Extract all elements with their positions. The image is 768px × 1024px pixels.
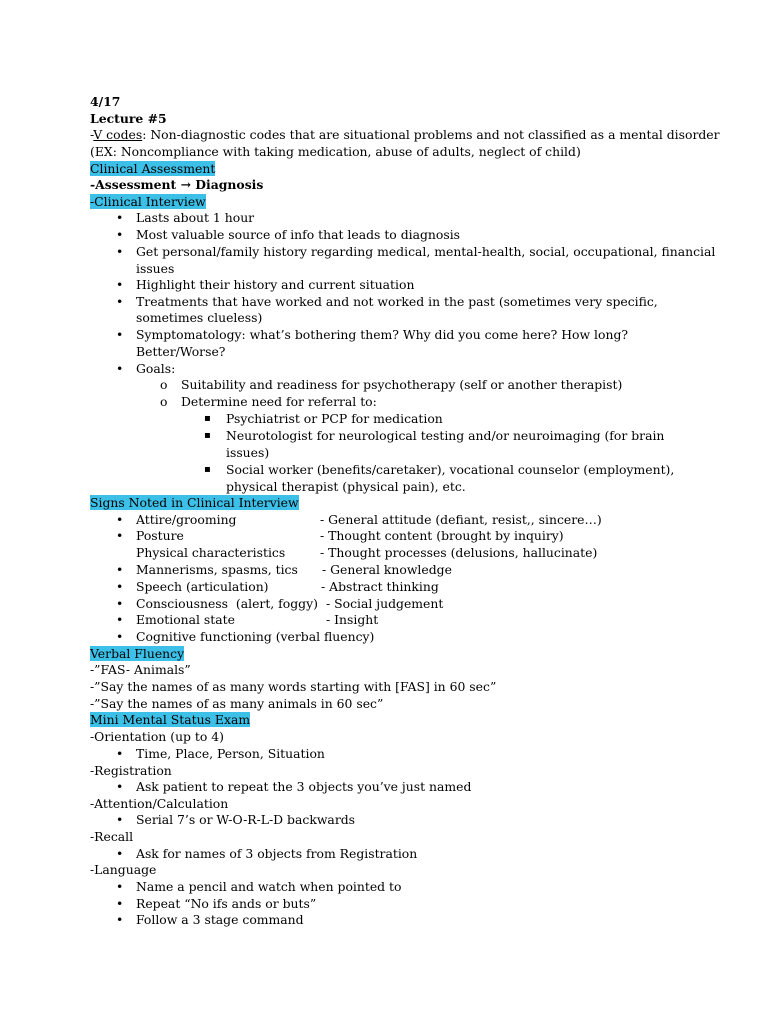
mmse-item: Serial 7’s or W-O-R-L-D backwards: [136, 812, 356, 827]
list-item: Lasts about 1 hour: [136, 210, 255, 225]
sub-bullet-icon: o: [160, 394, 168, 409]
mmse-language: -Language: [90, 862, 157, 877]
sign-item-right: - Insight: [326, 612, 379, 627]
list-item: Get personal/family history regarding medical, mental-health, social, occupational, financial: [136, 244, 716, 259]
mmse-registration: -Registration: [90, 763, 172, 778]
mmse-item: Ask for names of 3 objects from Registration: [136, 846, 418, 861]
verbal-fluency-line: -”Say the names of as many animals in 60 sec”: [90, 696, 384, 711]
mmse-attention: -Attention/Calculation: [90, 796, 229, 811]
sign-item-right: - Thought content (brought by inquiry): [320, 528, 564, 543]
sign-item: Physical characteristics: [136, 545, 286, 560]
referral-item: Neurotologist for neurological testing and/or neuroimaging (for brain: [226, 428, 665, 443]
list-item: Symptomatology: what’s bothering them? Why did you come here? How long?: [136, 327, 629, 342]
sign-item: Mannerisms, spasms, tics: [136, 562, 298, 577]
mmse-heading: Mini Mental Status Exam: [90, 712, 251, 727]
bullet-icon: •: [116, 612, 124, 627]
goal-item: Suitability and readiness for psychotherapy (self or another therapist): [181, 377, 623, 392]
vcodes-example: (EX: Noncompliance with taking medication, abuse of adults, neglect of child): [90, 144, 581, 159]
goal-item: Determine need for referral to:: [181, 394, 377, 409]
verbal-fluency-heading: Verbal Fluency: [90, 646, 185, 661]
bullet-icon: •: [116, 361, 124, 376]
sign-item-right: - General attitude (defiant, resist,, sincere…): [320, 512, 602, 527]
sign-item-right: - General knowledge: [322, 562, 452, 577]
referral-item-continued: physical therapist (physical pain), etc.: [226, 479, 466, 494]
sign-item-right: - Social judgement: [326, 596, 444, 611]
bullet-icon: •: [116, 596, 124, 611]
mmse-orientation: -Orientation (up to 4): [90, 729, 225, 744]
signs-heading: Signs Noted in Clinical Interview: [90, 495, 299, 510]
assessment-diagnosis: -Assessment → Diagnosis: [90, 177, 264, 192]
sign-item-right: - Thought processes (delusions, hallucinate): [320, 545, 598, 560]
sign-item: Posture: [136, 528, 184, 543]
bullet-icon: •: [116, 294, 124, 309]
bullet-icon: •: [116, 562, 124, 577]
bullet-icon: •: [116, 227, 124, 242]
list-item-continued: issues: [136, 261, 175, 276]
square-bullet-icon: ▪: [204, 430, 211, 441]
sign-item: Emotional state: [136, 612, 235, 627]
bullet-icon: •: [116, 879, 124, 894]
sub-bullet-icon: o: [160, 377, 168, 392]
bullet-icon: •: [116, 327, 124, 342]
verbal-fluency-line: -”Say the names of as many words starting with [FAS] in 60 sec”: [90, 679, 497, 694]
referral-item: Social worker (benefits/caretaker), vocational counselor (employment),: [226, 462, 675, 477]
vcodes-line: -V codes: Non-diagnostic codes that are situational problems and not classified as a mental disorder: [90, 127, 720, 142]
mmse-item: Ask patient to repeat the 3 objects you’ve just named: [136, 779, 472, 794]
clinical-interview-heading: -Clinical Interview: [90, 194, 206, 209]
clinical-assessment-heading: Clinical Assessment: [90, 161, 216, 176]
bullet-icon: •: [116, 746, 124, 761]
bullet-icon: •: [116, 779, 124, 794]
verbal-fluency-line: -”FAS- Animals”: [90, 662, 191, 677]
bullet-icon: •: [116, 896, 124, 911]
list-item-continued: sometimes clueless): [136, 310, 263, 325]
list-item-continued: Better/Worse?: [136, 344, 226, 359]
referral-item-continued: issues): [226, 445, 270, 460]
mmse-recall: -Recall: [90, 829, 134, 844]
bullet-icon: •: [116, 912, 124, 927]
referral-item: Psychiatrist or PCP for medication: [226, 411, 443, 426]
sign-item: Attire/grooming: [136, 512, 237, 527]
mmse-item: Follow a 3 stage command: [136, 912, 304, 927]
bullet-icon: •: [116, 846, 124, 861]
square-bullet-icon: ▪: [204, 413, 211, 424]
list-item: Highlight their history and current situation: [136, 277, 415, 292]
sign-item: Cognitive functioning (verbal fluency): [136, 629, 375, 644]
vcodes-term: V codes: [93, 127, 143, 142]
bullet-icon: •: [116, 244, 124, 259]
square-bullet-icon: ▪: [204, 464, 211, 475]
mmse-item: Name a pencil and watch when pointed to: [136, 879, 402, 894]
bullet-icon: •: [116, 210, 124, 225]
list-item: Goals:: [136, 361, 176, 376]
mmse-item: Time, Place, Person, Situation: [136, 746, 325, 761]
lecture-title: Lecture #5: [90, 111, 167, 126]
sign-item-right: - Abstract thinking: [321, 579, 439, 594]
list-item: Most valuable source of info that leads to diagnosis: [136, 227, 461, 242]
bullet-icon: •: [116, 277, 124, 292]
bullet-icon: •: [116, 629, 124, 644]
sign-item: Consciousness (alert, foggy): [136, 596, 318, 611]
bullet-icon: •: [116, 579, 124, 594]
list-item: Treatments that have worked and not worked in the past (sometimes very specific,: [136, 294, 658, 309]
bullet-icon: •: [116, 512, 124, 527]
mmse-item: Repeat “No ifs ands or buts”: [136, 896, 317, 911]
bullet-icon: •: [116, 528, 124, 543]
sign-item: Speech (articulation): [136, 579, 269, 594]
bullet-icon: •: [116, 812, 124, 827]
date: 4/17: [90, 94, 121, 109]
